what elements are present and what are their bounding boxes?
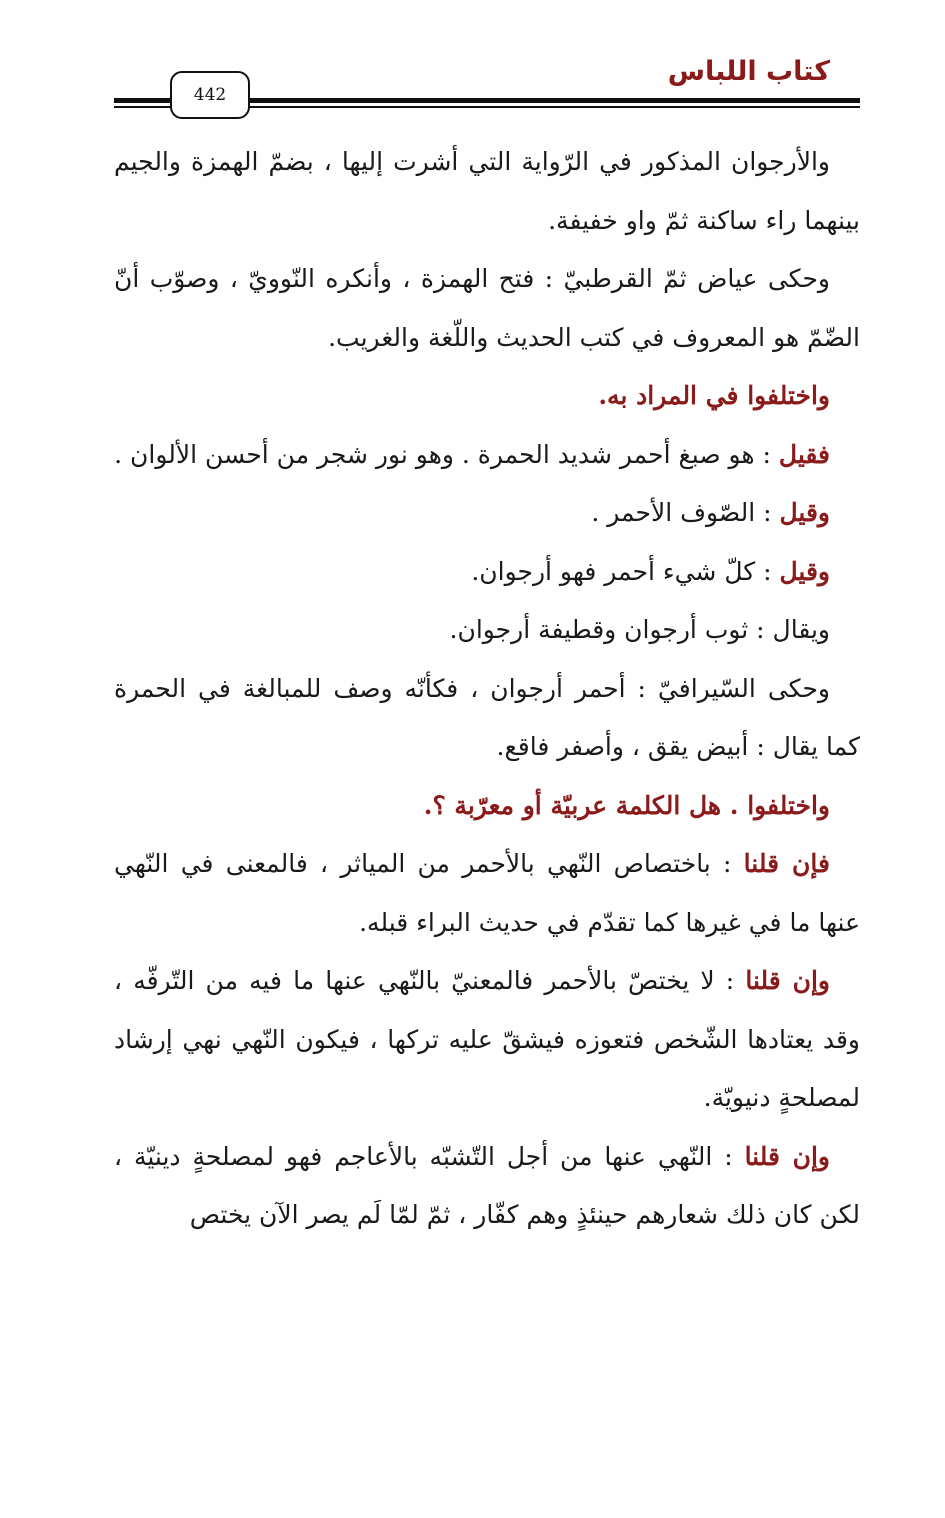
paragraph-text: : كلّ شيء أحمر فهو أرجوان. xyxy=(471,556,780,586)
book-title: كتاب اللباس xyxy=(667,56,830,87)
paragraph-text: وحكى السّيرافيّ : أحمر أرجوان ، فكأنّه وصف للمبالغة في الحمرة كما يقال : أبيض يقق ، وأصفر فاقع. xyxy=(114,673,860,761)
section-heading xyxy=(114,777,860,836)
paragraph-text: وحكى عياض ثمّ القرطبيّ : فتح الهمزة ، وأنكره النّوويّ ، وصوّب أنّ الضّمّ هو المعروف في كتب الحديث واللّغة والغريب. xyxy=(114,264,860,352)
paragraph xyxy=(114,250,860,367)
paragraph-text: : الصّوف الأحمر . xyxy=(591,498,780,527)
paragraph xyxy=(114,543,860,602)
page-header xyxy=(0,0,945,130)
keyword-lead: وإن قلنا xyxy=(744,1141,830,1171)
section-heading-text: واختلفوا في المراد به. xyxy=(598,381,830,410)
paragraph xyxy=(114,952,860,1128)
page-number-badge xyxy=(170,71,250,119)
keyword-lead: وقيل xyxy=(779,556,830,586)
paragraph xyxy=(114,660,860,777)
keyword-lead: فقيل xyxy=(778,439,830,469)
keyword-lead: وإن قلنا xyxy=(745,966,830,995)
paragraph xyxy=(114,835,860,952)
paragraph-text: والأرجوان المذكور في الرّواية التي أشرت إليها ، بضمّ الهمزة والجيم بينهما راء ساكنة ثمّ واو خفيفة. xyxy=(114,147,860,235)
paragraph xyxy=(114,484,860,543)
paragraph xyxy=(114,1128,860,1245)
section-heading xyxy=(114,367,860,426)
paragraph xyxy=(114,601,860,660)
paragraph-text: : باختصاص النّهي بالأحمر من المياثر ، فالمعنى في النّهي عنها ما في غيرها كما تقدّم في حديث البراء قبله. xyxy=(114,849,860,937)
paragraph xyxy=(114,133,860,250)
paragraph-text: : هو صبغ أحمر شديد الحمرة . وهو نور شجر من أحسن الألوان . xyxy=(114,439,779,469)
page-body xyxy=(114,133,860,1245)
paragraph-text: : لا يختصّ بالأحمر فالمعنيّ بالنّهي عنها ما فيه من التّرفّه ، وقد يعتادها الشّخص فتعوزه فيشقّ عليه تركها ، فيكون النّهي نهي إرشاد لمصلحةٍ دنيويّة. xyxy=(114,966,860,1112)
paragraph-text: ويقال : ثوب أرجوان وقطيفة أرجوان. xyxy=(449,615,830,644)
section-heading-text: واختلفوا . هل الكلمة عربيّة أو معرّبة ؟. xyxy=(423,790,830,820)
keyword-lead: وقيل xyxy=(779,498,830,527)
paragraph-text: : النّهي عنها من أجل التّشبّه بالأعاجم فهو لمصلحةٍ دينيّة ، لكن كان ذلك شعارهم حينئذٍ وهم كفّار ، ثمّ لمّا لَم يصر الآن يختص xyxy=(114,1141,860,1229)
page-number: 442 xyxy=(193,85,227,105)
keyword-lead: فإن قلنا xyxy=(743,849,830,878)
paragraph xyxy=(114,426,860,485)
